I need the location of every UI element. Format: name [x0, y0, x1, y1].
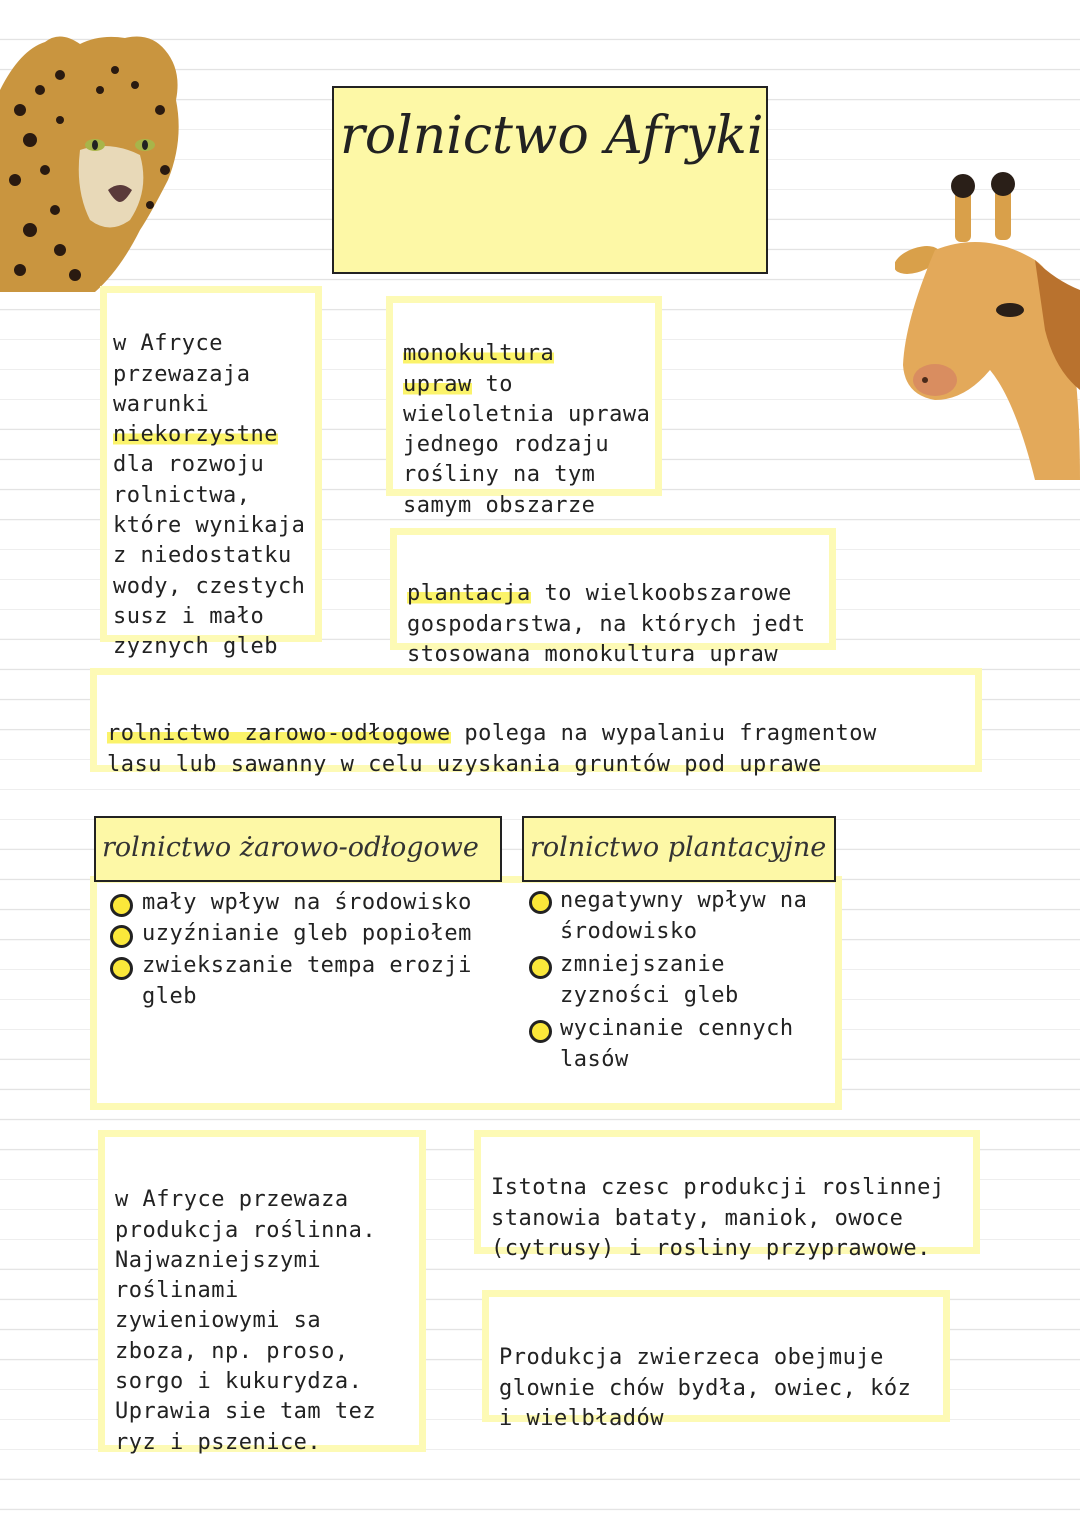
- note-animal-production: [482, 1290, 950, 1431]
- note-monoculture-highlight-2: upraw: [403, 371, 472, 397]
- title-box: [332, 86, 768, 274]
- note-plant-products-text: Istotna czesc produkcji roslinnej stanowia bataty, maniok, owoce (cytrusy) i rosliny przyprawowe.: [491, 1175, 945, 1261]
- bullet-icon: [529, 891, 552, 914]
- note-slash-and-burn-highlight: rolnictwo zarowo-odłogowe: [107, 721, 451, 747]
- header-plantation: rolnictwo plantacyjne: [522, 816, 836, 882]
- note-conditions-highlight: niekorzystne: [113, 422, 278, 448]
- giraffe-illustration: [895, 170, 1080, 480]
- note-monoculture-highlight-1: monokultura: [403, 341, 555, 367]
- right-item-3: wycinanie cennych lasów: [560, 1016, 794, 1072]
- note-slash-and-burn-text: polega na wypalaniu fragmentow lasu lub sawanny w celu uzyskania gruntów pod uprawe: [107, 721, 877, 777]
- bullet-icon: [110, 957, 133, 980]
- left-item-2: uzyźnianie gleb popiołem: [142, 921, 472, 946]
- note-crop-production: [98, 1130, 426, 1455]
- note-conditions-pre: w Afryce przewazaja warunki: [113, 331, 251, 417]
- note-slash-and-burn: [90, 668, 982, 777]
- note-plantation-highlight: plantacja: [407, 581, 531, 607]
- page-title: rolnictwo Afryki: [340, 106, 764, 166]
- note-monoculture-text: to wieloletnia uprawa jednego rodzaju rośliny na tym samym obszarze: [403, 371, 651, 518]
- left-item-1: mały wpływ na środowisko: [142, 890, 472, 915]
- note-conditions-post: dla rozwoju rolnictwa, które wynikaja z niedostatku wody, czestych susz i mało zyznych gleb: [113, 452, 306, 660]
- note-plant-products: [474, 1130, 980, 1261]
- bullet-icon: [110, 894, 133, 917]
- right-item-1: negatywny wpływ na środowisko: [560, 888, 808, 944]
- note-conditions: [100, 286, 322, 660]
- bullet-icon: [529, 956, 552, 979]
- note-animal-production-text: Produkcja zwierzeca obejmuje glownie chów bydła, owiec, kóz i wielbładów: [499, 1345, 912, 1431]
- left-item-3: zwiekszanie tempa erozji gleb: [142, 953, 472, 1009]
- bullet-icon: [110, 925, 133, 948]
- note-plantation: [390, 528, 836, 667]
- header-slash-and-burn: rolnictwo żarowo-odłogowe: [94, 816, 502, 882]
- note-plantation-text: to wielkoobszarowe gospodarstwa, na których jedt stosowana monokultura upraw: [407, 581, 806, 667]
- note-monoculture: [386, 296, 662, 518]
- leopard-illustration: [0, 30, 185, 292]
- note-crop-production-text: w Afryce przewaza produkcja roślinna. Najwazniejszymi roślinami zywieniowymi sa zboza, np. proso, sorgo i kukurydza. Uprawia sie tam tez ryz i pszenice.: [115, 1187, 377, 1455]
- right-item-2: zmniejszanie zyzności gleb: [560, 952, 739, 1008]
- bullet-icon: [529, 1020, 552, 1043]
